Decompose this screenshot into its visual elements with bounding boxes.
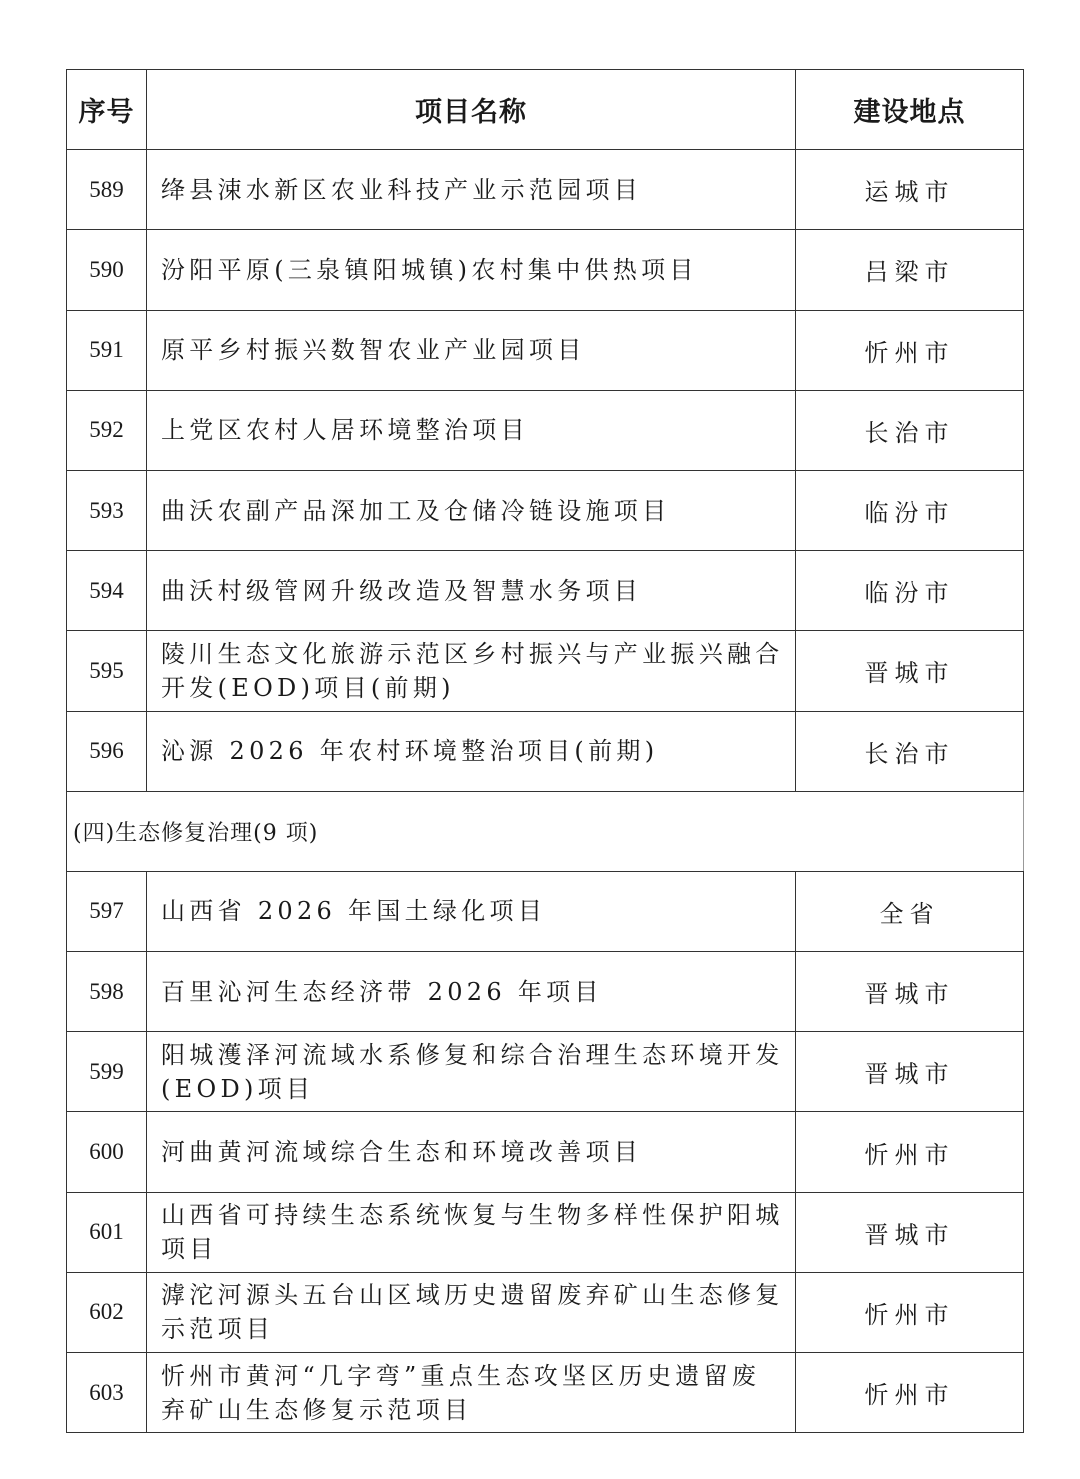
row-index: 591 — [67, 310, 147, 390]
table-row — [67, 390, 1024, 470]
table-row — [67, 631, 1024, 711]
table-row — [67, 551, 1024, 631]
header-index: 序号 — [67, 70, 147, 150]
row-location: 运城市 — [796, 150, 1024, 230]
row-project-name: 滹沱河源头五台山区域历史遗留废弃矿山生态修复示范项目 — [147, 1272, 796, 1352]
row-project-name: 绛县涑水新区农业科技产业示范园项目 — [147, 150, 796, 230]
row-location: 长治市 — [796, 711, 1024, 791]
row-index: 601 — [67, 1192, 147, 1272]
row-index: 594 — [67, 551, 147, 631]
table-row — [67, 230, 1024, 310]
row-project-name: 汾阳平原(三泉镇阳城镇)农村集中供热项目 — [147, 230, 796, 310]
header-project-name: 项目名称 — [147, 70, 796, 150]
row-project-name: 忻州市黄河“几字弯”重点生态攻坚区历史遗留废弃矿山生态修复示范项目 — [147, 1353, 796, 1433]
row-project-name: 山西省 2026 年国土绿化项目 — [147, 871, 796, 951]
row-index: 598 — [67, 952, 147, 1032]
row-location: 全省 — [796, 871, 1024, 951]
header-location: 建设地点 — [796, 70, 1024, 150]
row-project-name: 河曲黄河流域综合生态和环境改善项目 — [147, 1112, 796, 1192]
row-index: 592 — [67, 390, 147, 470]
row-index: 599 — [67, 1032, 147, 1112]
row-location: 临汾市 — [796, 470, 1024, 550]
row-project-name: 山西省可持续生态系统恢复与生物多样性保护阳城项目 — [147, 1192, 796, 1272]
row-index: 603 — [67, 1353, 147, 1433]
table-header-row — [67, 70, 1024, 150]
row-location: 忻州市 — [796, 1112, 1024, 1192]
table-row — [67, 310, 1024, 390]
section-header-row — [67, 791, 1024, 871]
row-project-name: 沁源 2026 年农村环境整治项目(前期) — [147, 711, 796, 791]
row-location: 长治市 — [796, 390, 1024, 470]
row-location: 吕梁市 — [796, 230, 1024, 310]
row-index: 595 — [67, 631, 147, 711]
table-row — [67, 952, 1024, 1032]
row-location: 晋城市 — [796, 1032, 1024, 1112]
row-project-name: 百里沁河生态经济带 2026 年项目 — [147, 952, 796, 1032]
row-index: 597 — [67, 871, 147, 951]
row-index: 593 — [67, 470, 147, 550]
table-row — [67, 711, 1024, 791]
row-index: 596 — [67, 711, 147, 791]
row-location: 忻州市 — [796, 1272, 1024, 1352]
row-project-name: 曲沃农副产品深加工及仓储冷链设施项目 — [147, 470, 796, 550]
row-location: 临汾市 — [796, 551, 1024, 631]
table-row — [67, 1192, 1024, 1272]
table-row — [67, 1353, 1024, 1433]
row-index: 600 — [67, 1112, 147, 1192]
table-row — [67, 871, 1024, 951]
table-row — [67, 1032, 1024, 1112]
table-row — [67, 150, 1024, 230]
table-row — [67, 1112, 1024, 1192]
table-row — [67, 1272, 1024, 1352]
row-index: 590 — [67, 230, 147, 310]
row-index: 589 — [67, 150, 147, 230]
row-location: 忻州市 — [796, 310, 1024, 390]
table-row — [67, 470, 1024, 550]
row-project-name: 原平乡村振兴数智农业产业园项目 — [147, 310, 796, 390]
project-table — [66, 69, 1024, 1433]
row-location: 忻州市 — [796, 1353, 1024, 1433]
row-project-name: 曲沃村级管网升级改造及智慧水务项目 — [147, 551, 796, 631]
row-project-name: 上党区农村人居环境整治项目 — [147, 390, 796, 470]
row-project-name: 阳城濩泽河流域水系修复和综合治理生态环境开发(EOD)项目 — [147, 1032, 796, 1112]
section-title: (四)生态修复治理(9 项) — [67, 791, 1024, 871]
row-index: 602 — [67, 1272, 147, 1352]
row-location: 晋城市 — [796, 631, 1024, 711]
row-project-name: 陵川生态文化旅游示范区乡村振兴与产业振兴融合开发(EOD)项目(前期) — [147, 631, 796, 711]
row-location: 晋城市 — [796, 952, 1024, 1032]
row-location: 晋城市 — [796, 1192, 1024, 1272]
